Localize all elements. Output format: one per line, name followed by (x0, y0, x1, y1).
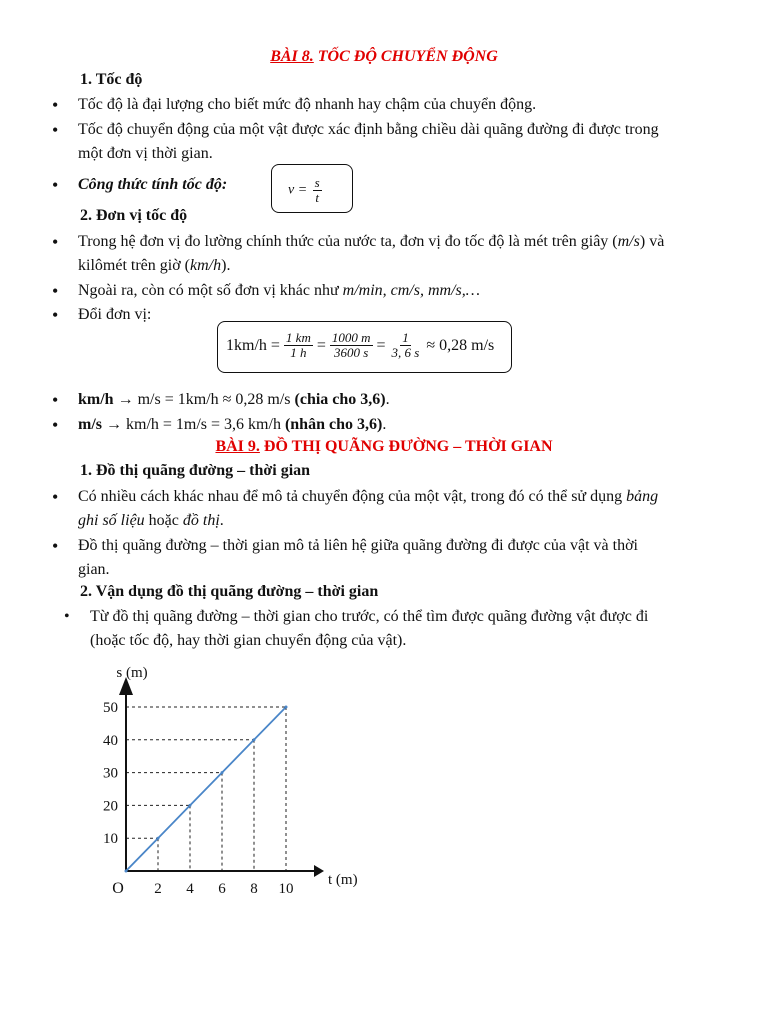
text: . (382, 416, 387, 433)
conversion-lhs: 1km/h = (226, 336, 280, 354)
lesson8-bullet4 (78, 280, 480, 302)
bullet-icon: • (52, 415, 59, 435)
lesson9-title (0, 438, 768, 456)
denominator: 1 h (290, 345, 307, 360)
series-line (126, 707, 286, 871)
unit-ms: m/s (617, 233, 640, 250)
lesson9-title-prefix: BÀI 9. (215, 438, 260, 455)
lesson8-bullet3-line1 (78, 231, 664, 253)
unit-kmh: km/h (190, 257, 222, 274)
lesson9-bullet3-line1: Từ đồ thị quãng đường – thời gian cho trước, có thể tìm được quãng đường vật được đi (90, 608, 649, 625)
equals: = (376, 336, 386, 354)
formula-label: Công thức tính tốc độ: (78, 176, 228, 193)
x-tick-label: 6 (218, 881, 226, 897)
arrow-right-icon: → (117, 391, 134, 408)
bullet-icon: • (52, 281, 59, 301)
fraction-km-h (284, 331, 313, 360)
text: ) và (639, 233, 665, 250)
text-italic: đồ thị (182, 512, 220, 529)
lesson8-bullet5: Đổi đơn vị: (78, 306, 152, 323)
text: m/s = 1km/h ≈ 0,28 m/s (133, 391, 295, 408)
formula-denominator: t (315, 190, 320, 205)
other-units: m/min, cm/s, mm/s,… (342, 282, 480, 299)
bullet-icon: • (52, 536, 59, 556)
lesson8-section1-heading: 1. Tốc độ (80, 71, 143, 88)
text: Ngoài ra, còn có một số đơn vị khác như (78, 282, 343, 299)
data-point (157, 837, 160, 840)
lesson9-bullet1-line2 (78, 510, 224, 532)
y-tick-label: 30 (103, 765, 118, 782)
speed-formula (288, 176, 324, 205)
speed-formula-box (271, 164, 353, 213)
numerator: 1 km (285, 330, 311, 345)
lesson9-title-rest: ĐỒ THỊ QUÃNG ĐƯỜNG – THỜI GIAN (259, 438, 553, 455)
arrow-right-icon: → (106, 416, 122, 433)
text: km/h = 1m/s = 3,6 km/h (122, 416, 285, 433)
data-point (189, 804, 192, 807)
lesson9-bullet1-line1 (78, 486, 658, 508)
lesson8-bullet2-line1: Tốc độ chuyển động của một vật được xác định bằng chiều dài quãng đường đi được trong (78, 121, 659, 138)
origin-label: O (112, 880, 124, 897)
chart-labels (103, 665, 358, 897)
rule-unit: km/h (78, 391, 114, 408)
conversion-formula (226, 331, 494, 360)
formula-fraction (313, 176, 322, 205)
y-tick-label: 40 (103, 732, 118, 749)
bullet-icon: • (64, 608, 70, 625)
text: hoặc (144, 512, 183, 529)
y-axis-label: s (m) (116, 665, 148, 681)
bullet-icon: • (52, 305, 59, 325)
distance-time-chart (90, 655, 370, 905)
bullet-icon: • (52, 232, 59, 252)
conversion-rhs: ≈ 0,28 m/s (426, 336, 495, 354)
text: Có nhiều cách khác nhau để mô tả chuyển động của một vật, trong đó có thể sử dụng (78, 488, 627, 505)
denominator: 3600 s (334, 345, 369, 360)
chart-series (125, 706, 288, 873)
rule-note: (nhân cho 3,6) (284, 416, 383, 433)
fraction-m-s (330, 331, 373, 360)
data-point (285, 706, 288, 709)
text-italic: ghi số liệu (78, 512, 145, 529)
formula-numerator: s (314, 175, 320, 190)
x-tick-label: 10 (278, 881, 294, 897)
rule-ms-to-kmh (78, 414, 386, 436)
text: ). (221, 257, 231, 274)
lesson8-title (0, 48, 768, 66)
rule-note: (chia cho 3,6) (294, 391, 386, 408)
numerator: 1 (402, 330, 409, 345)
bullet-icon: • (52, 487, 59, 507)
data-point (221, 771, 224, 774)
text: . (385, 391, 390, 408)
lesson8-bullet1: Tốc độ là đại lượng cho biết mức độ nhanh hay chậm của chuyển động. (78, 96, 537, 113)
lesson8-bullet3-line2 (78, 255, 230, 277)
lesson9-section2-heading: 2. Vận dụng đồ thị quãng đường – thời gian (80, 583, 379, 600)
lesson9-bullet2-line2: gian. (78, 561, 110, 578)
bullet-icon: • (52, 175, 59, 195)
lesson8-title-prefix: BÀI 8. (270, 48, 314, 65)
bullet-icon: • (52, 390, 59, 410)
rule-unit: m/s (78, 416, 102, 433)
text: . (219, 512, 224, 529)
data-point (125, 870, 128, 873)
text: Trong hệ đơn vị đo lường chính thức của nước ta, đơn vị đo tốc độ là mét trên giây ( (78, 233, 618, 250)
text-italic: bảng (626, 488, 659, 505)
lesson8-title-rest: TỐC ĐỘ CHUYỂN ĐỘNG (313, 48, 498, 65)
x-axis-label: t (m) (328, 872, 358, 888)
x-tick-label: 4 (186, 881, 194, 897)
numerator: 1000 m (331, 330, 371, 345)
conversion-box (217, 321, 512, 373)
rule-kmh-to-ms (78, 389, 390, 411)
lesson9-bullet2-line1: Đồ thị quãng đường – thời gian mô tả liên hệ giữa quãng đường đi được của vật và thời (78, 537, 638, 554)
lesson9-bullet3-line2: (hoặc tốc độ, hay thời gian chuyển động của vật). (90, 632, 407, 649)
denominator: 3, 6 s (391, 345, 420, 360)
formula-v: v = (288, 182, 308, 198)
bullet-icon: • (52, 95, 59, 115)
y-tick-label: 50 (103, 700, 118, 716)
lesson9-section1-heading: 1. Đồ thị quãng đường – thời gian (80, 462, 311, 479)
bullet-icon: • (52, 120, 59, 140)
y-tick-label: 20 (103, 798, 118, 815)
lesson8-bullet2-line2: một đơn vị thời gian. (78, 145, 213, 162)
x-axis-arrow-icon (314, 865, 324, 877)
fraction-one-over (390, 331, 422, 360)
x-tick-label: 8 (250, 881, 258, 897)
text: kilômét trên giờ ( (78, 257, 190, 274)
x-tick-label: 2 (154, 881, 162, 897)
y-tick-label: 10 (103, 831, 118, 848)
data-point (253, 738, 256, 741)
lesson8-section2-heading: 2. Đơn vị tốc độ (80, 207, 188, 224)
equals: = (316, 336, 326, 354)
